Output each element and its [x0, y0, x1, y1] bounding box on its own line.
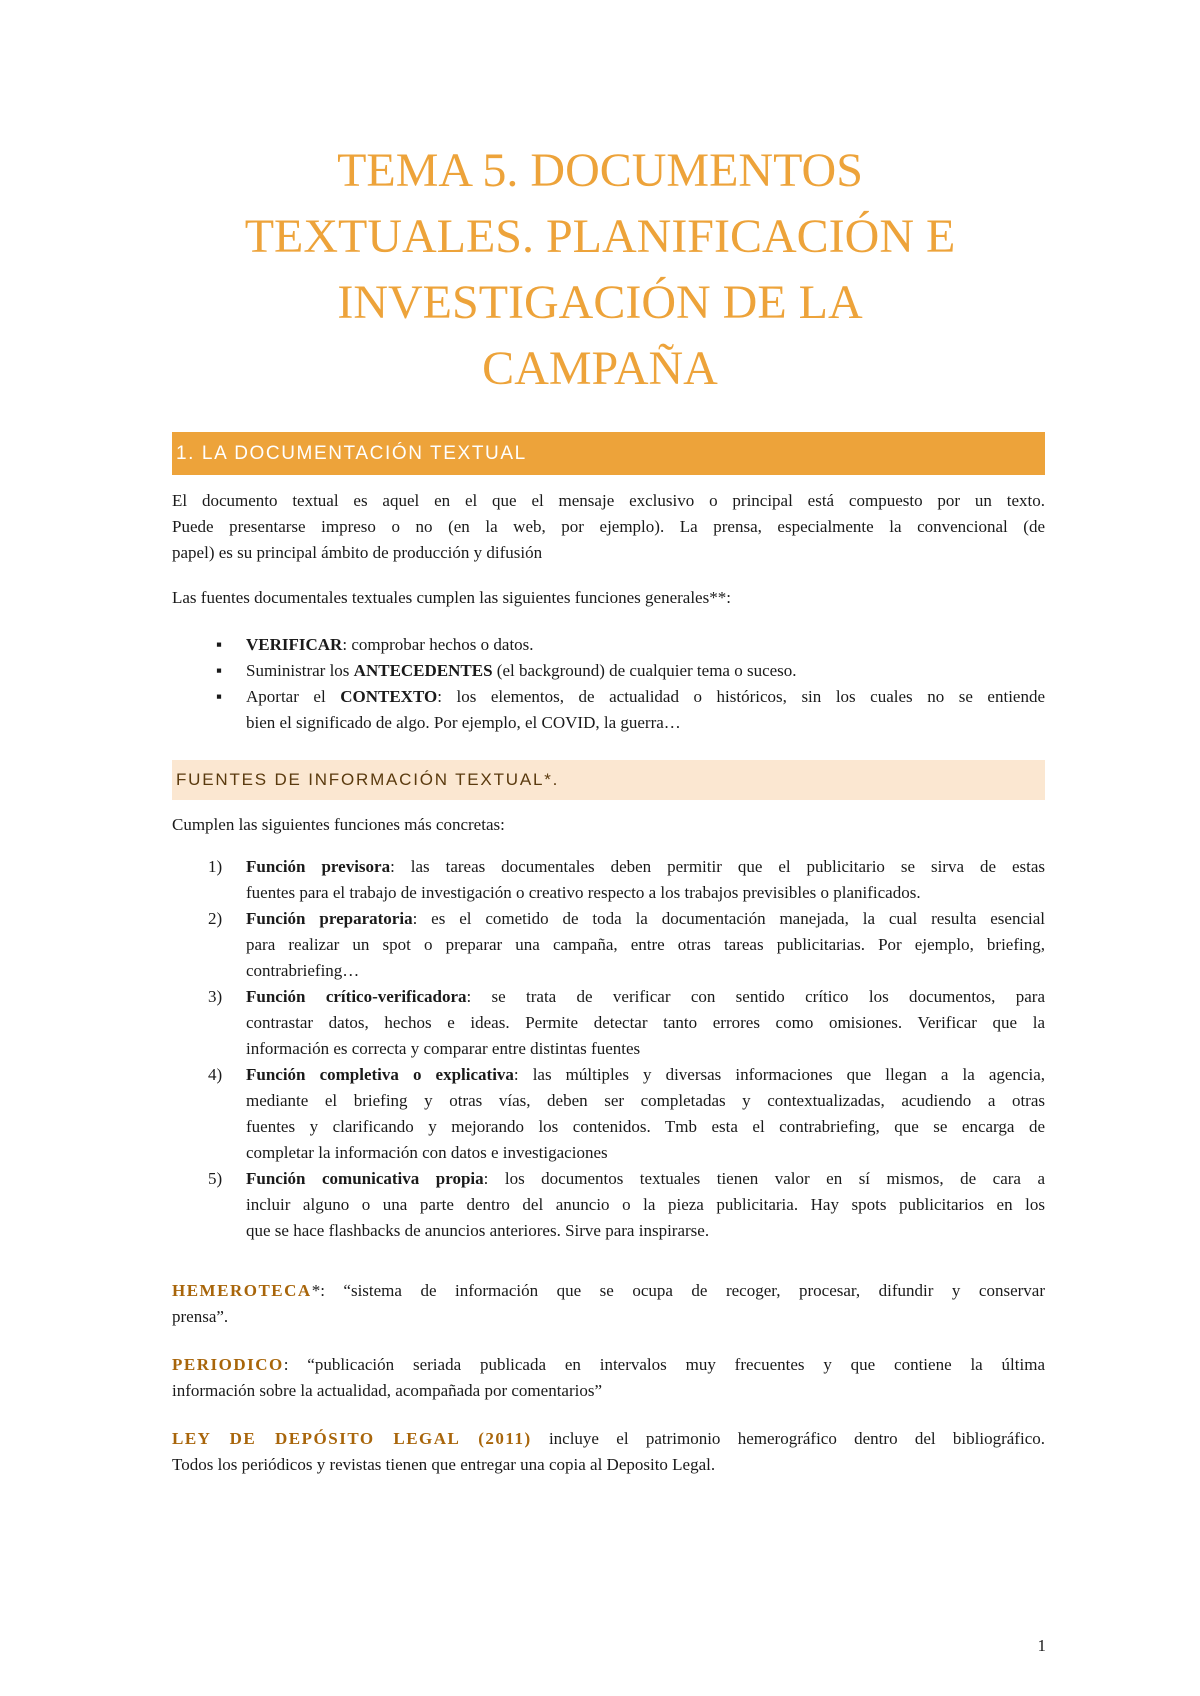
section-heading-documentacion-textual: 1. LA DOCUMENTACIÓN TEXTUAL [172, 432, 1045, 475]
text-line [246, 1062, 1045, 1088]
defined-term: HEMEROTECA [172, 1281, 312, 1300]
text-line [246, 906, 1045, 932]
item-text: Aportar el [246, 687, 341, 706]
item-number: 3) [208, 987, 223, 1006]
list-item [172, 984, 1045, 1062]
text-line: información es correcta y comparar entre distintas fuentes [246, 1039, 641, 1058]
text-line: Todos los periódicos y revistas tienen que entregar una copia al Deposito Legal. [172, 1455, 716, 1474]
page-number: 1 [1037, 1636, 1046, 1655]
text-line: bien el significado de algo. Por ejemplo, el COVID, la guerra… [246, 713, 681, 732]
text-line [246, 632, 1045, 658]
item-text: Suministrar los [246, 661, 354, 680]
text-line: incluir alguno o una parte dentro del anuncio o la pieza publicitaria. Hay spots publicitarios en los [246, 1195, 1045, 1214]
text-line [246, 984, 1045, 1010]
title-line: INVESTIGACIÓN DE LA [337, 276, 863, 329]
item-text: : comprobar hechos o datos. [342, 635, 534, 654]
text-line: información sobre la actualidad, acompañada por comentarios” [172, 1381, 603, 1400]
title-line: CAMPAÑA [482, 342, 718, 395]
item-number: 2) [208, 909, 223, 928]
definition-hemeroteca [172, 1278, 1045, 1330]
text-line: El documento textual es aquel en el que el mensaje exclusivo o principal está compuesto por un texto. [172, 491, 1045, 510]
definition-ley-deposito-legal [172, 1426, 1045, 1478]
bullet-icon: ▪ [216, 635, 223, 654]
definition-periodico [172, 1352, 1045, 1404]
text-line: papel) es su principal ámbito de producción y difusión [172, 543, 543, 562]
text-line: que se hace flashbacks de anuncios anteriores. Sirve para inspirarse. [246, 1221, 710, 1240]
item-number: 1) [208, 857, 223, 876]
item-text: : se trata de verificar con sentido crítico los documentos, para [466, 987, 1046, 1006]
general-functions-list [172, 632, 1045, 736]
section-heading-fuentes: FUENTES DE INFORMACIÓN TEXTUAL*. [172, 760, 1045, 800]
defined-term: LEY DE DEPÓSITO LEGAL (2011) [172, 1429, 532, 1448]
bullet-icon: ▪ [216, 661, 223, 680]
list-item [172, 1062, 1045, 1166]
defined-term: PERIODICO [172, 1355, 284, 1374]
bold-term: CONTEXTO [340, 687, 438, 706]
text-line: Las fuentes documentales textuales cumplen las siguientes funciones generales**: [172, 588, 731, 607]
item-number: 4) [208, 1065, 223, 1084]
list-item [172, 632, 1045, 658]
text-line [246, 854, 1045, 880]
item-text: : los documentos textuales tienen valor en sí mismos, de cara a [483, 1169, 1046, 1188]
bold-term: Función previsora [246, 857, 391, 876]
item-text: (el background) de cualquier tema o suceso. [492, 661, 797, 680]
document-title [100, 138, 1100, 402]
text-line: para realizar un spot o preparar una campaña, entre otras tareas publicitarias. Por ejemplo, briefing, [246, 935, 1045, 954]
text-line: fuentes para el trabajo de investigación o creativo respecto a los trabajos previsibles o planificados. [246, 883, 921, 902]
text-line: fuentes y clarificando y mejorando los contenidos. Tmb esta el contrabriefing, que se encarga de [246, 1117, 1045, 1136]
text-line: Puede presentarse impreso o no (en la web, por ejemplo). La prensa, especialmente la convencional (de [172, 517, 1045, 536]
text-line [172, 1352, 1045, 1378]
bold-term: ANTECEDENTES [353, 661, 493, 680]
bold-term: VERIFICAR [246, 635, 343, 654]
text-line [172, 1278, 1045, 1304]
bullet-icon: ▪ [216, 687, 223, 706]
list-item [172, 658, 1045, 684]
text-line [172, 1426, 1045, 1452]
title-line: TEMA 5. DOCUMENTOS [337, 144, 863, 197]
definition-text: incluye el patrimonio hemerográfico dentro del bibliográfico. [531, 1429, 1045, 1448]
title-line: TEXTUALES. PLANIFICACIÓN E [244, 210, 956, 263]
bold-term: Función crítico-verificadora [246, 987, 467, 1006]
text-line: mediante el briefing y otras vías, deben ser completadas y contextualizadas, acudiendo a otras [246, 1091, 1045, 1110]
specific-functions-list [172, 854, 1045, 1244]
text-line [246, 684, 1045, 710]
text-line [246, 658, 1045, 684]
item-text: : es el cometido de toda la documentación manejada, la cual resulta esencial [412, 909, 1046, 928]
text-line: prensa”. [172, 1307, 229, 1326]
item-text: : los elementos, de actualidad o históricos, sin los cuales no se entiende [437, 687, 1046, 706]
list-item [172, 854, 1045, 906]
text-line: contrabriefing… [246, 961, 360, 980]
definition-text: : “publicación seriada publicada en intervalos muy frecuentes y que contiene la última [283, 1355, 1045, 1374]
text-line [246, 1166, 1045, 1192]
list-item [172, 1166, 1045, 1244]
bold-term: Función completiva o explicativa [246, 1065, 514, 1084]
text-line: contrastar datos, hechos e ideas. Permite detectar tanto errores como omisiones. Verificar que la [246, 1013, 1045, 1032]
intro-paragraph [172, 488, 1045, 566]
list-item [172, 684, 1045, 736]
item-text: : las tareas documentales deben permitir que el publicitario se sirva de estas [390, 857, 1045, 876]
bold-term: Función comunicativa propia [246, 1169, 484, 1188]
text-line: completar la información con datos e investigaciones [246, 1143, 608, 1162]
item-number: 5) [208, 1169, 223, 1188]
list-item [172, 906, 1045, 984]
specific-functions-lead [172, 812, 1045, 838]
functions-lead [172, 585, 1045, 611]
definition-text: *: “sistema de información que se ocupa de recoger, procesar, difundir y conservar [311, 1281, 1045, 1300]
item-text: : las múltiples y diversas informaciones que llegan a la agencia, [513, 1065, 1045, 1084]
text-line: Cumplen las siguientes funciones más concretas: [172, 815, 505, 834]
bold-term: Función preparatoria [246, 909, 413, 928]
